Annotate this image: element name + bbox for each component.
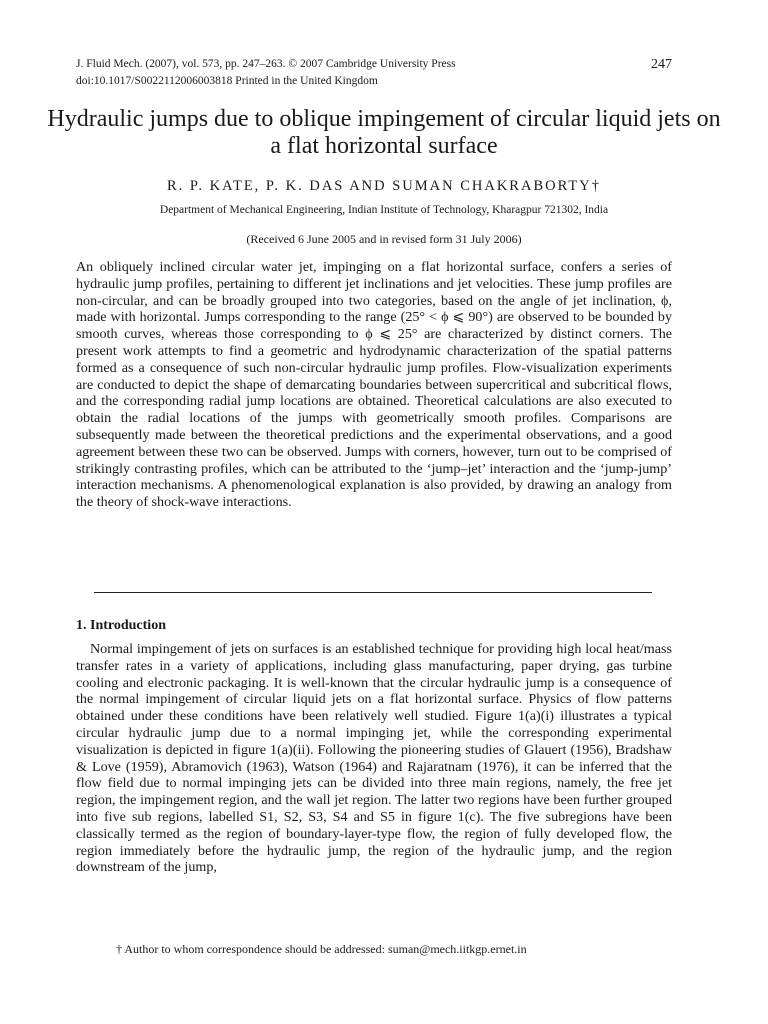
abstract: An obliquely inclined circular water jet, impinging on a flat horizontal surface, confers a series of hydraulic jump profiles, pertaining to different jet inclinations and jet velocities. These jump profiles are non-circular, and can be broadly grouped into two categories, based on the angle of jet inclination, ϕ, made with horizontal. Jumps corresponding to the range (25° < ϕ ⩽ 90°) are observed to be bounded by smooth curves, whereas those corresponding to ϕ ⩽ 25° are characterized by distinct corners. The present work attempts to find a geometric and hydrodynamic characterization of the spatial patterns formed as a consequence of such non-circular hydraulic jump profiles. Flow-visualization experiments are conducted to depict the shape of demarcating boundaries between supercritical and subcritical flows, and the corresponding radial jump locations are obtained. Theoretical calculations are also executed to obtain the radial locations of the jumps with geometrically smooth profiles. Comparisons are subsequently made between the theoretical predictions and the experimental observations, and a good agreement between these two can be observed. Jumps with corners, however, turn out to be comprised of strikingly contrasting profiles, which can be attributed to the ‘jump–jet’ interaction and the ‘jump-jump’ interaction mechanisms. A phenomenological explanation is also provided, by drawing an analogy from the theory of shock-wave interactions. [76,259,672,511]
article-title: Hydraulic jumps due to oblique impingement of circular liquid jets on a flat horizontal surface [47,106,721,159]
correspondence-footnote: † Author to whom correspondence should be addressed: suman@mech.iitkgp.ernet.in [116,942,527,956]
received-dates: (Received 6 June 2005 and in revised form 31 July 2006) [246,232,522,246]
author-list: R. P. KATE, P. K. DAS AND SUMAN CHAKRABORTY† [167,178,601,194]
author-affiliation: Department of Mechanical Engineering, Indian Institute of Technology, Kharagpur 721302, India [159,204,609,216]
page-number: 247 [651,57,672,72]
running-header [76,56,672,90]
abstract-divider [94,592,652,593]
section-heading: 1. Introduction [76,618,166,633]
journal-citation: J. Fluid Mech. (2007), vol. 573, pp. 247–263. © 2007 Cambridge University Press [76,58,456,70]
introduction-body: Normal impingement of jets on surfaces is an established technique for providing high local heat/mass transfer rates in a variety of applications, including glass manufacturing, paper drying, gas turbine cooling and electronic packaging. It is well-known that the circular hydraulic jump is a consequence of the normal impingement of circular liquid jets on a flat horizontal surface. Physics of flow patterns obtained under these conditions have been relatively well studied. Figure 1(a)(i) illustrates a typical circular hydraulic jump due to a normal impinging jet, while the corresponding experimental visualization is depicted in figure 1(a)(ii). Following the pioneering studies of Glauert (1956), Bradshaw & Love (1959), Abramovich (1963), Watson (1964) and Rajaratnam (1976), it can be inferred that the flow field due to normal impinging jets can be divided into three main regions, namely, the free jet region, the impingement region, and the wall jet region. The latter two regions have been further grouped into five sub regions, labelled S1, S2, S3, S4 and S5 in figure 1(c). The five subregions have been classically termed as the region of boundary-layer-type flow, the region of fully developed flow, the region immediately before the hydraulic jump, the region of the hydraulic jump, and the region downstream of the jump, [76,641,672,876]
doi-line: doi:10.1017/S0022112006003818 Printed in the United Kingdom [76,75,378,87]
